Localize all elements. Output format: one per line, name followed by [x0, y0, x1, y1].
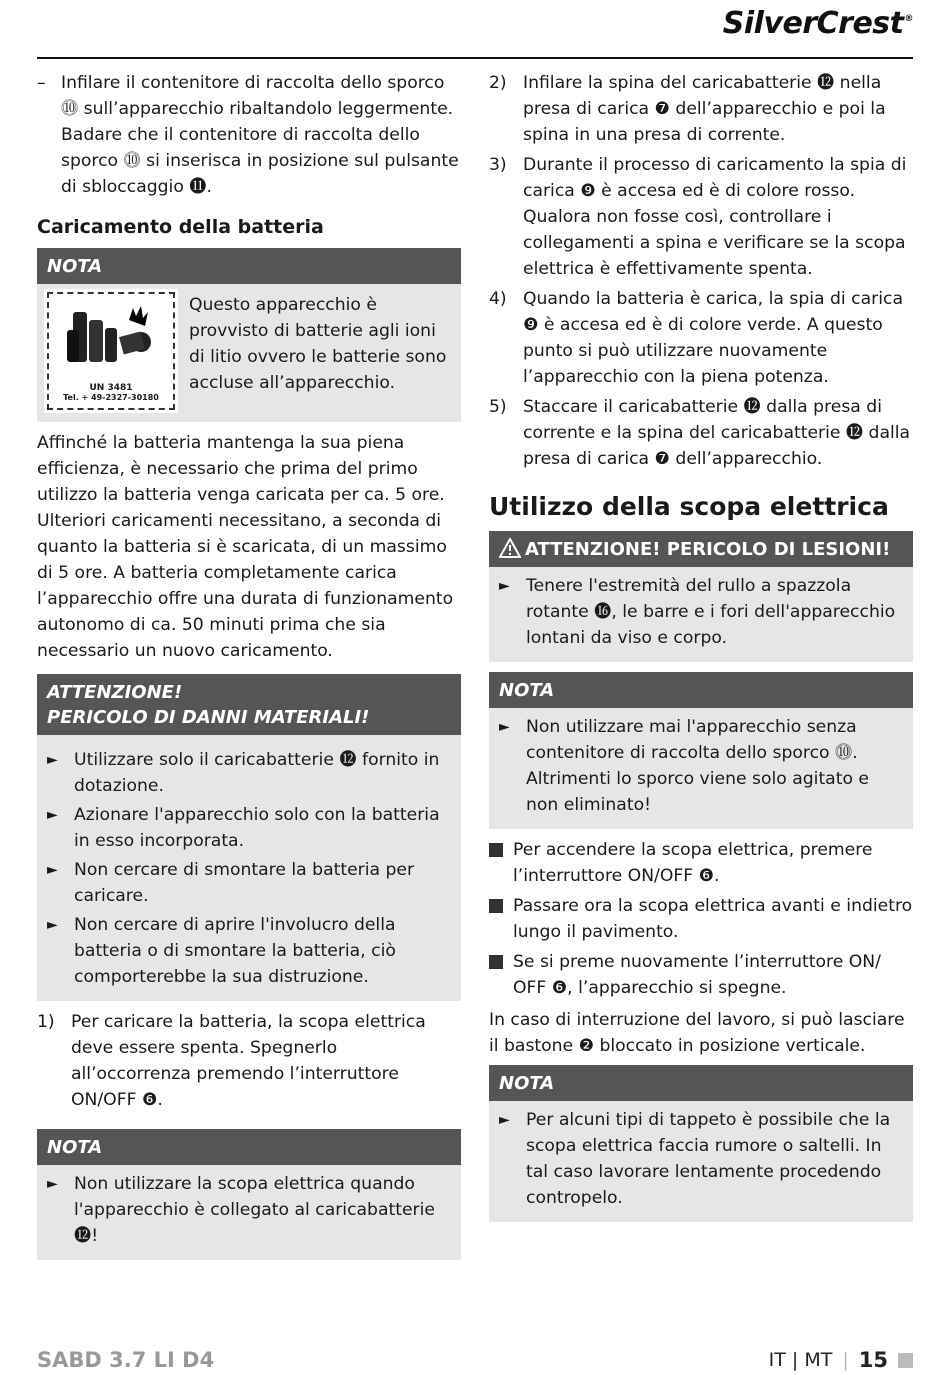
lithium-battery-icon — [63, 302, 159, 372]
list-item: ► Azionare l'apparecchio solo con la batteria in esso incorporata. — [47, 802, 451, 854]
paragraph: Affinché la batteria mantenga la sua piena efficienza, è necessario che prima del primo utilizzo la batteria venga caricata per ca. 5 ore. — [37, 433, 445, 505]
note-title: NOTA — [37, 1129, 461, 1165]
square-bullet-icon — [489, 899, 503, 913]
square-bullet-icon — [489, 955, 503, 969]
list-item: ► Non utilizzare la scopa elettrica quando l'apparecchio è collegato al caricabatterie ⓬! — [47, 1171, 451, 1249]
step-item: 4) Quando la batteria è carica, la spia di carica ❾ è accesa ed è di colore verde. A questo punto si può utilizzare nuovamente l’apparecchio con la piena potenza. — [489, 289, 903, 387]
note-box-charger — [37, 1129, 461, 1260]
list-item: ► Per alcuni tipi di tappeto è possibile che la scopa elettrica faccia rumore o saltelli. In tal caso lavorare lentamente procedendo contropelo. — [499, 1107, 903, 1211]
note-title: NOTA — [489, 672, 913, 708]
heading-charging: Caricamento della batteria — [37, 216, 324, 238]
paragraph: Ulteriori caricamenti necessitano, a seconda di quanto la batteria si è scaricata, di un massimo di 5 ore. A batteria completamente carica l’apparecchio offre una durata di funzionamento autonomo di ca. 50 minuti prima che sia necessario un nuovo caricamento. — [37, 511, 454, 661]
danger-title: ATTENZIONE! PERICOLO DI LESIONI! — [489, 531, 913, 567]
arrow-icon: ► — [499, 1112, 510, 1128]
note-box-carpet — [489, 1065, 913, 1222]
warning-box-damage — [37, 674, 461, 1001]
step-item: 2) Infilare la spina del caricabatterie ⓬ nella presa di carica ❼ dell’apparecchio e poi la spina in una presa di corrente. — [489, 73, 886, 145]
arrow-icon: ► — [499, 719, 510, 735]
page-number: 15 — [858, 1348, 888, 1372]
note-text: Questo apparecchio è provvisto di batterie agli ioni di litio ovvero le batterie sono accluse all’apparecchio. — [189, 295, 447, 393]
language-code: IT | MT — [768, 1349, 833, 1371]
right-column — [489, 70, 913, 1230]
warning-triangle-icon — [499, 538, 521, 558]
arrow-icon: ► — [499, 578, 510, 594]
note-title: NOTA — [37, 248, 461, 284]
arrow-icon: ► — [47, 1176, 58, 1192]
paragraph: In caso di interruzione del lavoro, si può lasciare il bastone ❷ bloccato in posizione verticale. — [489, 1010, 905, 1056]
bullet-item: Per accendere la scopa elettrica, premere l’interruttore ON/OFF ❻. — [489, 837, 913, 889]
square-bullet-icon — [489, 843, 503, 857]
arrow-icon: ► — [47, 752, 58, 768]
left-column — [37, 70, 461, 1268]
heading-usage: Utilizzo della scopa elettrica — [489, 492, 889, 521]
arrow-icon: ► — [47, 807, 58, 823]
note-box-dust-container — [489, 672, 913, 829]
page-footer — [769, 1348, 913, 1372]
arrow-icon: ► — [47, 917, 58, 933]
list-item: ► Non cercare di smontare la batteria per caricare. — [47, 857, 451, 909]
step-item: 5) Staccare il caricabatterie ⓬ dalla presa di corrente e la spina del caricabatterie ⓬ dalla presa di carica ❼ dell’apparecchio. — [489, 397, 911, 469]
model-name: SABD 3.7 LI D4 — [37, 1348, 215, 1372]
list-item: ► Tenere l'estremità del rullo a spazzola rotante ⓰, le barre e i fori dell'apparecchio lontani da viso e corpo. — [499, 573, 903, 651]
battery-label-image: UN 3481 Tel. + 49-2327-30180 — [47, 292, 175, 410]
warning-title: ATTENZIONE! PERICOLO DI DANNI MATERIALI! — [37, 674, 461, 735]
arrow-icon: ► — [47, 862, 58, 878]
bullet-item: Passare ora la scopa elettrica avanti e indietro lungo il pavimento. — [489, 893, 913, 945]
note-title: NOTA — [489, 1065, 913, 1101]
step-item: 1) Per caricare la batteria, la scopa elettrica deve essere spenta. Spegnerlo all’occorrenza premendo l’interruttore ON/OFF ❻. — [37, 1012, 426, 1110]
note-box-battery — [37, 248, 461, 422]
header-rule — [37, 57, 913, 59]
footer-separator: | — [842, 1349, 849, 1371]
page-marker-block — [898, 1353, 913, 1368]
brand-logo: SilverCrest® — [722, 6, 913, 41]
list-item: ► Non utilizzare mai l'apparecchio senza contenitore di raccolta dello sporco ⓾. Altrimenti lo sporco viene solo agitato e non eliminato! — [499, 714, 903, 818]
list-item: ► Utilizzare solo il caricabatterie ⓬ fornito in dotazione. — [47, 747, 451, 799]
list-item: ► Non cercare di aprire l'involucro della batteria o di smontare la batteria, ciò comporterebbe la sua distruzione. — [47, 912, 451, 990]
bullet-item: Se si preme nuovamente l’interruttore ON/ OFF ❻, l’apparecchio si spegne. — [489, 949, 913, 1001]
step-item: 3) Durante il processo di caricamento la spia di carica ❾ è accesa ed è di colore rosso. Qualora non fosse così, controllare i collegamenti a spina e verificare se la scopa elettrica è effettivamente spenta. — [489, 155, 907, 279]
intro-instruction: – Infilare il contenitore di raccolta dello sporco ⓾ sull’apparecchio ribaltandolo leggermente. Badare che il contenitore di raccolta dello sporco ⓾ si inserisca in posizione sul pulsante di sbloccaggio ⓫. — [37, 73, 459, 197]
danger-box-injury — [489, 531, 913, 662]
